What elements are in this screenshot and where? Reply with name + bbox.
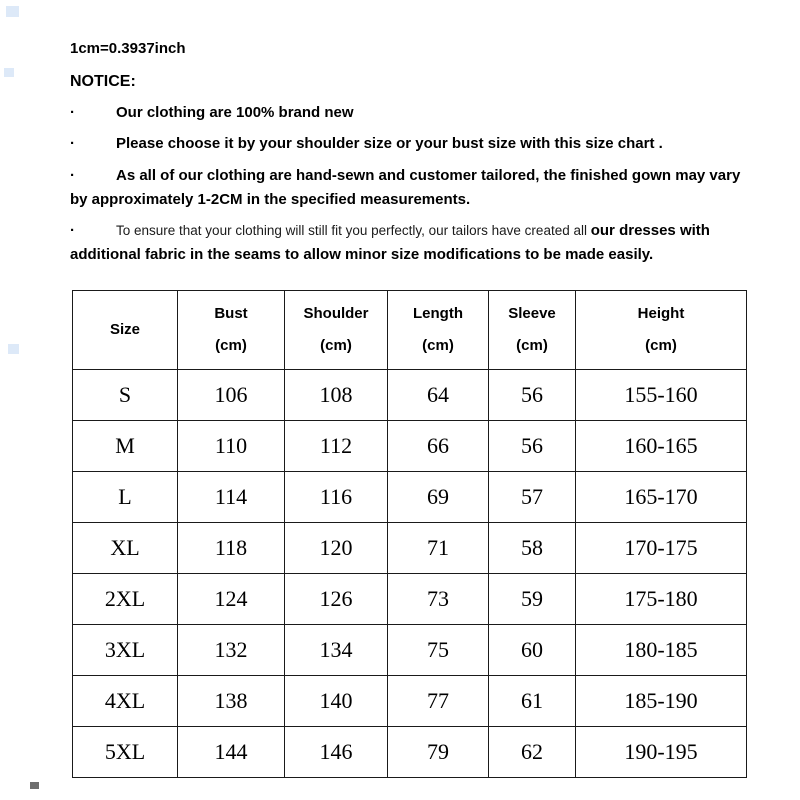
table-row bbox=[73, 523, 747, 574]
value-cell: 56 bbox=[489, 370, 576, 421]
table-row bbox=[73, 370, 747, 421]
column-header-size bbox=[73, 291, 178, 370]
value-cell: 61 bbox=[489, 676, 576, 727]
column-header-shoulder bbox=[285, 291, 388, 370]
value-cell: 58 bbox=[489, 523, 576, 574]
size-cell: 3XL bbox=[73, 625, 178, 676]
watermark-artifact bbox=[4, 68, 14, 77]
column-unit: (cm) bbox=[422, 337, 454, 354]
value-cell: 116 bbox=[285, 472, 388, 523]
size-cell: S bbox=[73, 370, 178, 421]
column-label: Height bbox=[637, 305, 685, 322]
size-cell: 4XL bbox=[73, 676, 178, 727]
value-cell: 114 bbox=[178, 472, 285, 523]
conversion-note: 1cm=0.3937inch bbox=[70, 40, 186, 57]
table-row bbox=[73, 676, 747, 727]
value-cell: 180-185 bbox=[576, 625, 747, 676]
column-label: Sleeve bbox=[508, 305, 556, 322]
value-cell: 140 bbox=[285, 676, 388, 727]
value-cell: 108 bbox=[285, 370, 388, 421]
value-cell: 110 bbox=[178, 421, 285, 472]
value-cell: 134 bbox=[285, 625, 388, 676]
notice-list bbox=[70, 101, 742, 268]
watermark-artifact bbox=[6, 6, 19, 17]
value-cell: 138 bbox=[178, 676, 285, 727]
notice-item bbox=[70, 219, 742, 268]
value-cell: 160-165 bbox=[576, 421, 747, 472]
value-cell: 190-195 bbox=[576, 727, 747, 778]
watermark-artifact bbox=[30, 782, 39, 789]
size-cell: 2XL bbox=[73, 574, 178, 625]
bullet-marker: · bbox=[70, 135, 75, 153]
value-cell: 165-170 bbox=[576, 472, 747, 523]
column-label: Length bbox=[413, 305, 463, 322]
value-cell: 75 bbox=[388, 625, 489, 676]
size-cell: L bbox=[73, 472, 178, 523]
value-cell: 112 bbox=[285, 421, 388, 472]
value-cell: 175-180 bbox=[576, 574, 747, 625]
size-chart-header-row bbox=[73, 291, 747, 370]
value-cell: 144 bbox=[178, 727, 285, 778]
size-cell: XL bbox=[73, 523, 178, 574]
value-cell: 106 bbox=[178, 370, 285, 421]
size-cell: 5XL bbox=[73, 727, 178, 778]
value-cell: 124 bbox=[178, 574, 285, 625]
table-row bbox=[73, 574, 747, 625]
column-label: Shoulder bbox=[303, 305, 369, 322]
notice-item bbox=[70, 164, 742, 213]
column-unit: (cm) bbox=[516, 337, 548, 354]
notice-section bbox=[70, 40, 742, 275]
column-unit: (cm) bbox=[215, 337, 247, 354]
notice-text: To ensure that your clothing will still fit you perfectly, our tailors have created all bbox=[116, 223, 591, 239]
value-cell: 120 bbox=[285, 523, 388, 574]
value-cell: 79 bbox=[388, 727, 489, 778]
value-cell: 62 bbox=[489, 727, 576, 778]
table-row bbox=[73, 472, 747, 523]
column-label: Bust bbox=[214, 305, 248, 322]
value-cell: 185-190 bbox=[576, 676, 747, 727]
column-label: Size bbox=[109, 321, 140, 338]
value-cell: 146 bbox=[285, 727, 388, 778]
value-cell: 60 bbox=[489, 625, 576, 676]
size-cell: M bbox=[73, 421, 178, 472]
column-header-bust bbox=[178, 291, 285, 370]
value-cell: 57 bbox=[489, 472, 576, 523]
value-cell: 59 bbox=[489, 574, 576, 625]
value-cell: 77 bbox=[388, 676, 489, 727]
notice-text: Please choose it by your shoulder size or your bust size with this size chart . bbox=[116, 135, 663, 153]
bullet-marker: · bbox=[70, 222, 75, 240]
value-cell: 73 bbox=[388, 574, 489, 625]
table-row bbox=[73, 625, 747, 676]
size-chart-table bbox=[72, 290, 747, 778]
value-cell: 71 bbox=[388, 523, 489, 574]
value-cell: 155-160 bbox=[576, 370, 747, 421]
table-row bbox=[73, 421, 747, 472]
watermark-artifact bbox=[8, 344, 19, 354]
notice-text: our dresses with additional fabric in the seams to allow minor size modifications to be made easily. bbox=[70, 222, 710, 264]
notice-text: As all of our clothing are hand-sewn and customer tailored, the finished gown may vary by approximately 1-2CM in the specified measurements. bbox=[70, 166, 741, 208]
column-header-sleeve bbox=[489, 291, 576, 370]
column-header-height bbox=[576, 291, 747, 370]
column-unit: (cm) bbox=[320, 337, 352, 354]
bullet-marker: · bbox=[70, 166, 75, 184]
column-header-length bbox=[388, 291, 489, 370]
table-row bbox=[73, 727, 747, 778]
column-unit: (cm) bbox=[645, 337, 677, 354]
value-cell: 69 bbox=[388, 472, 489, 523]
value-cell: 66 bbox=[388, 421, 489, 472]
value-cell: 170-175 bbox=[576, 523, 747, 574]
notice-item bbox=[70, 132, 742, 156]
value-cell: 118 bbox=[178, 523, 285, 574]
bullet-marker: · bbox=[70, 104, 75, 121]
notice-item bbox=[70, 101, 742, 125]
size-chart-body bbox=[73, 370, 747, 778]
value-cell: 64 bbox=[388, 370, 489, 421]
notice-title: NOTICE: bbox=[70, 73, 136, 90]
value-cell: 56 bbox=[489, 421, 576, 472]
value-cell: 132 bbox=[178, 625, 285, 676]
notice-text: Our clothing are 100% brand new bbox=[116, 104, 354, 121]
value-cell: 126 bbox=[285, 574, 388, 625]
